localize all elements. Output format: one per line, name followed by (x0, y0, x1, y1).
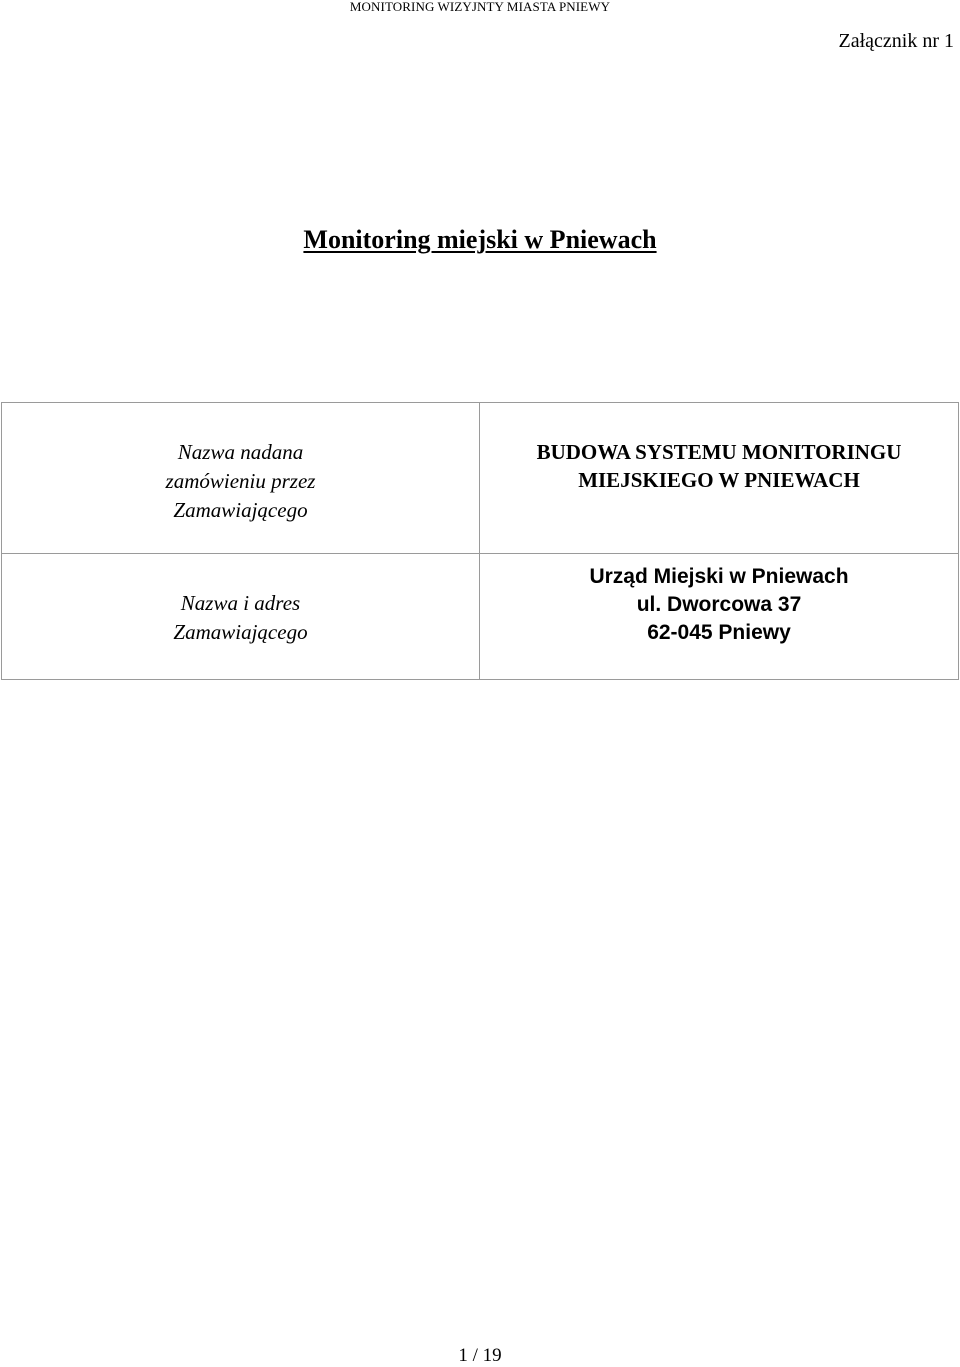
ordering-party-address-line: ul. Dworcowa 37 (636, 593, 802, 616)
order-name-value-line: BUDOWA SYSTEMU MONITORINGU (536, 440, 902, 464)
table-row (2, 554, 959, 680)
order-name-label-cell (2, 403, 480, 554)
ordering-party-address-line: Urząd Miejski w Pniewach (589, 565, 849, 588)
ordering-party-label-cell (2, 554, 480, 680)
order-info-table (1, 402, 959, 680)
attachment-label: Załącznik nr 1 (838, 30, 954, 52)
order-name-value-line: MIEJSKIEGO W PNIEWACH (578, 468, 860, 492)
order-name-label-line: Nazwa nadana (177, 440, 304, 464)
running-header: MONITORING WIZYJNTY MIASTA PNIEWY (349, 0, 611, 14)
document-title-text: Monitoring miejski w Pniewach (303, 225, 657, 254)
order-name-label-line: Zamawiającego (173, 498, 308, 522)
ordering-party-label-line: Nazwa i adres (180, 591, 301, 615)
document-title (0, 224, 960, 256)
ordering-party-address-cell (480, 554, 959, 680)
ordering-party-address-line: 62-045 Pniewy (647, 621, 791, 644)
order-name-value-cell (480, 403, 959, 554)
page-number: 1 / 19 (458, 1345, 502, 1366)
order-name-label-line: zamówieniu przez (165, 469, 316, 493)
table-row (2, 403, 959, 554)
ordering-party-label-line: Zamawiającego (173, 620, 308, 644)
